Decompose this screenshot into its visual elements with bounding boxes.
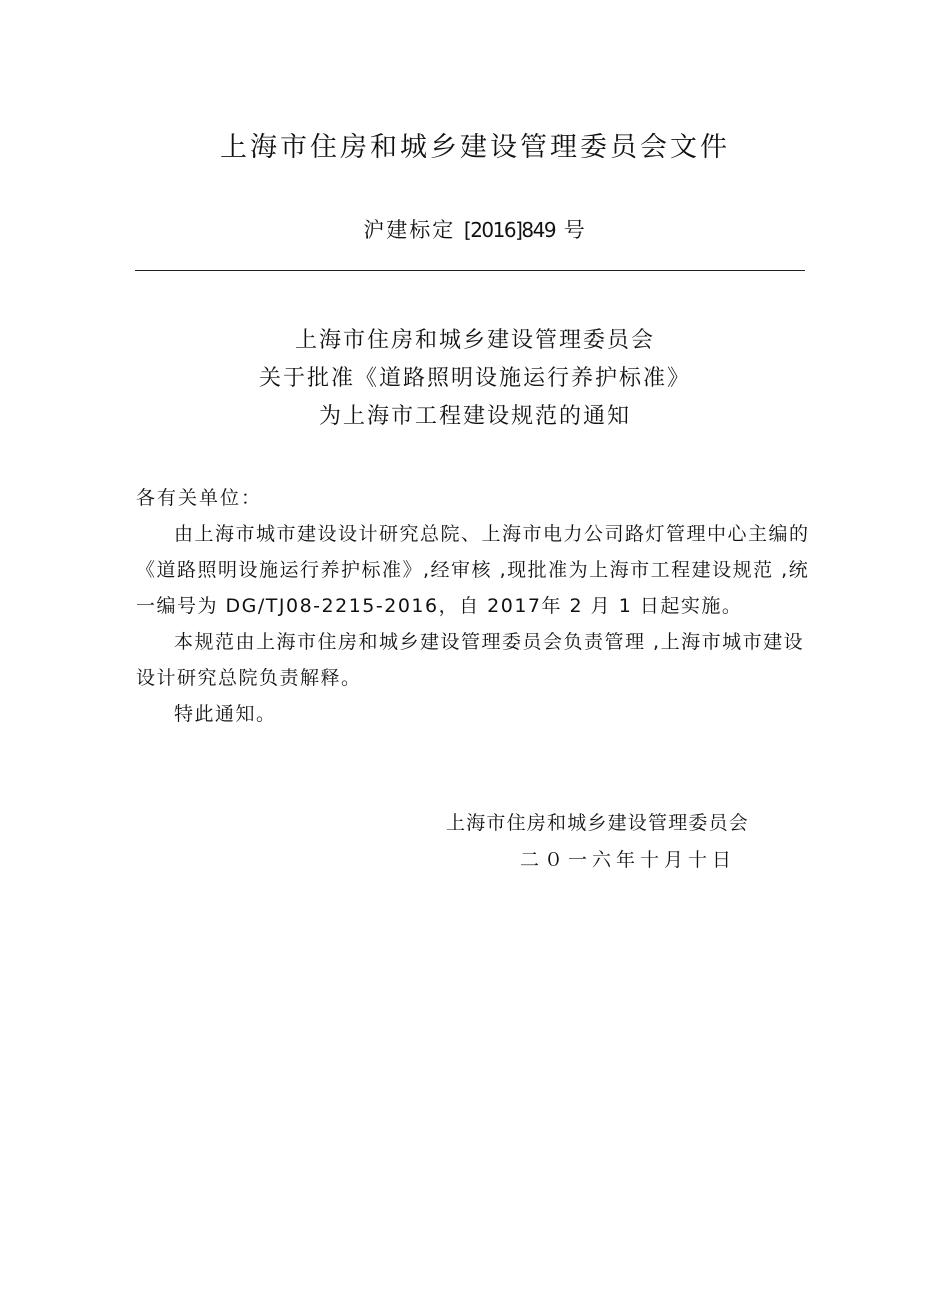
title-line-2: 关于批准《道路照明设施运行养护标准》 [258, 366, 691, 391]
doc-number-suffix: 号 [563, 218, 587, 242]
signature-date: 二０一六年十月十日 [520, 849, 737, 871]
doc-number-prefix: 沪建标定 [363, 218, 456, 242]
paragraph-approval: 由上海市城市建设设计研究总院、上海市电力公司路灯管理中心主编的《道路照明设施运行养护标准》,经审核 ,现批准为上海市工程建设规范 ,统一编号为 DG/TJ08-2215-2016，自 2017年 2 月 1 日起实施。 [136, 523, 810, 617]
notice-title [0, 322, 950, 436]
title-line-3: 为上海市工程建设规范的通知 [318, 404, 631, 429]
signer-name: 上海市住房和城乡建设管理委员会 [446, 812, 750, 834]
document-number [0, 214, 950, 246]
doc-number-value: [2016]849 [463, 218, 556, 242]
notice-body [136, 480, 812, 732]
header-divider [135, 270, 805, 271]
title-line-1: 上海市住房和城乡建设管理委员会 [294, 328, 655, 353]
paragraph-responsibility: 本规范由上海市住房和城乡建设管理委员会负责管理 ,上海市城市建设设计研究总院负责解释。 [136, 631, 805, 689]
greeting: 各有关单位： [136, 487, 263, 509]
issuer-heading: 上海市住房和城乡建设管理委员会文件 [220, 132, 730, 163]
closing-line: 特此通知。 [174, 703, 277, 725]
